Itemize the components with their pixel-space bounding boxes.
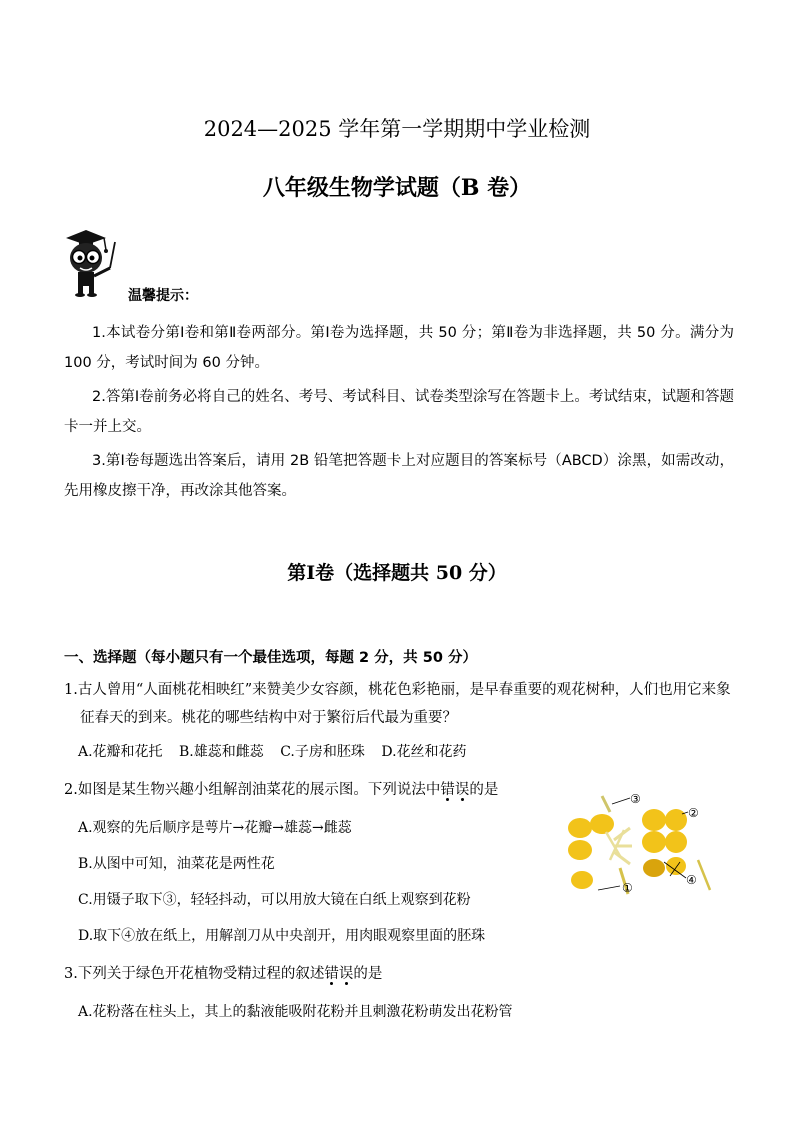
tip-note-2: 2.答第Ⅰ卷前务必将自己的姓名、考号、考试科目、试卷类型涂写在答题卡上。考试结束，试题和答题卡一并上交。: [64, 389, 734, 435]
q2-option-c: C.用镊子取下③，轻轻抖动，可以用放大镜在白纸上观察到花粉: [78, 892, 471, 908]
q2-stem-emph-2: 误: [454, 782, 470, 798]
q3-stem-before: 3.下列关于绿色开花植物受精过程的叙述: [64, 966, 325, 982]
part-one-title: 第Ⅰ卷（选择题共 50 分）: [287, 562, 507, 584]
label-2: ②: [688, 806, 699, 820]
q1-option-a: A.花瓣和花托: [78, 744, 163, 760]
petal-group-upper-left: [568, 814, 614, 860]
mascot-graduate-icon: [60, 228, 126, 298]
petal-group-right: [642, 809, 687, 853]
question-1-options: [78, 740, 479, 764]
question-2-stem: [64, 776, 564, 804]
tips-heading: 温馨提示：: [128, 288, 198, 304]
question-3-stem: [64, 960, 664, 988]
q3-stem-emph-2: 误: [338, 966, 354, 982]
q1-option-b: B.雄蕊和雌蕊: [179, 744, 264, 760]
exam-title: 2024—2025 学年第一学期期中学业检测: [203, 117, 591, 141]
label-3: ③: [630, 792, 641, 806]
tip-note-3: 3.第Ⅰ卷每题选出答案后，请用 2B 铅笔把答题卡上对应题目的答案标号（ABCD）涂黑，如需改动，先用橡皮擦干净，再改涂其他答案。: [64, 453, 734, 499]
q3-option-a: A.花粉落在柱头上，其上的黏液能吸附花粉并且刺激花粉萌发出花粉管: [78, 1004, 513, 1020]
q2-option-d: D.取下④放在纸上，用解剖刀从中央剖开，用肉眼观察里面的胚珠: [78, 928, 486, 944]
question-1-stem: 1.古人曾用“人面桃花相映红”来赞美少女容颜，桃花色彩艳丽，是早春重要的观花树种，人们也用它来象征春天的到来。桃花的哪些结构中对于繁衍后代最为重要？: [64, 682, 731, 726]
q3-stem-emph-1: 错: [324, 966, 339, 982]
label-1: ①: [622, 881, 633, 895]
q3-stem-after: 的是: [353, 966, 383, 982]
tip-note-1: 1.本试卷分第Ⅰ卷和第Ⅱ卷两部分。第Ⅰ卷为选择题，共 50 分；第Ⅱ卷为非选择题，共 50 分。满分为 100 分，考试时间为 60 分钟。: [64, 325, 734, 371]
exam-subtitle: 八年级生物学试题（B 卷）: [262, 175, 532, 201]
q2-stem-emph-1: 错: [440, 782, 455, 798]
rapeseed-flower-figure: [558, 790, 718, 902]
q2-stem-after: 的是: [469, 782, 499, 798]
q2-option-a: A.观察的先后顺序是萼片→花瓣→雄蕊→雌蕊: [78, 820, 352, 836]
q2-option-b: B.从图中可知，油菜花是两性花: [78, 856, 275, 872]
label-4: ④: [686, 873, 697, 887]
q1-option-d: D.花丝和花药: [381, 744, 467, 760]
q1-option-c: C.子房和胚珠: [280, 744, 365, 760]
section-heading: 一、选择题（每小题只有一个最佳选项，每题 2 分，共 50 分）: [64, 650, 477, 666]
q2-stem-before: 2.如图是某生物兴趣小组解剖油菜花的展示图。下列说法中: [64, 782, 441, 798]
